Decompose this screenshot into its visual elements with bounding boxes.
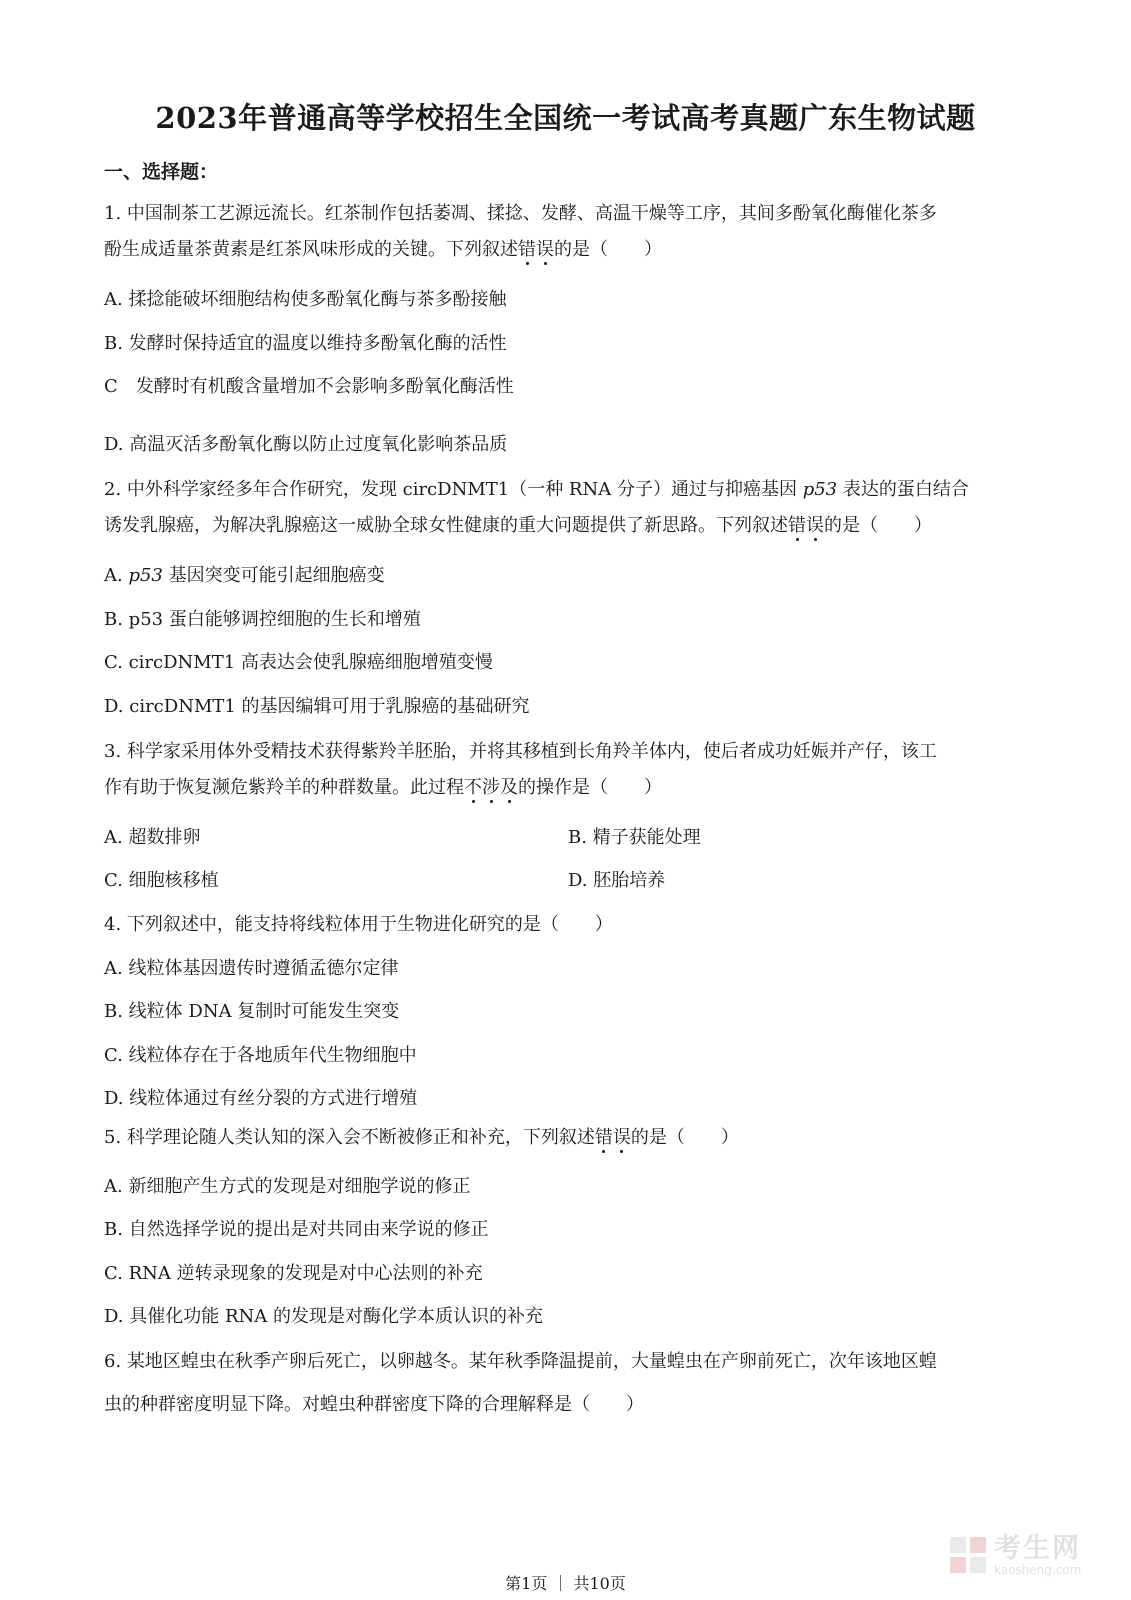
question-2-line-1: 2. 中外科学家经多年合作研究，发现 circDNMT1（一种 RNA 分子）通过与抑癌基因 p53 表达的蛋白结合: [104, 479, 969, 500]
question-4-option-a: A. 线粒体基因遗传时遵循孟德尔定律: [104, 958, 399, 979]
question-6-line-2: 虫的种群密度明显下降。对蝗虫种群密度下降的合理解释是（ ）: [104, 1394, 644, 1415]
kaosheng-logo-icon: [948, 1535, 988, 1575]
emphasis-dot: 不: [464, 777, 482, 798]
question-4-option-d: D. 线粒体通过有丝分裂的方式进行增殖: [104, 1088, 418, 1109]
emphasis-dot: 错: [788, 515, 806, 536]
question-1-line-2: 酚生成适量茶黄素是红茶风味形成的关键。下列叙述错误的是（ ）: [104, 239, 662, 260]
question-2-option-a: A. p53 基因突变可能引起细胞癌变: [104, 565, 385, 586]
emphasis-dot: 误: [612, 1127, 631, 1148]
question-5-line-1: 5. 科学理论随人类认知的深入会不断被修正和补充，下列叙述错误的是（ ）: [104, 1127, 739, 1148]
question-2-option-d: D. circDNMT1 的基因编辑可用于乳腺癌的基础研究: [104, 696, 530, 717]
emphasis-dot: 误: [536, 239, 554, 260]
question-1-option-c: C 发酵时有机酸含量增加不会影响多酚氧化酶活性: [104, 376, 514, 397]
question-5-option-c: C. RNA 逆转录现象的发现是对中心法则的补充: [104, 1263, 483, 1284]
emphasis-dot: 错: [594, 1127, 613, 1148]
watermark-text: 考生网: [994, 1532, 1081, 1564]
question-4-line-1: 4. 下列叙述中，能支持将线粒体用于生物进化研究的是（ ）: [104, 914, 613, 935]
question-3-option-d: D. 胚胎培养: [568, 870, 666, 891]
question-4-option-b: B. 线粒体 DNA 复制时可能发生突变: [104, 1001, 400, 1022]
question-1-option-d: D. 高温灭活多酚氧化酶以防止过度氧化影响茶品质: [104, 434, 508, 455]
question-1-option-b: B. 发酵时保持适宜的温度以维持多酚氧化酶的活性: [104, 333, 507, 354]
emphasis-dot: 误: [806, 515, 824, 536]
question-5-option-d: D. 具催化功能 RNA 的发现是对酶化学本质认识的补充: [104, 1306, 543, 1327]
watermark-url: kaosheng.com: [994, 1562, 1082, 1577]
question-3-option-c: C. 细胞核移植: [104, 870, 219, 891]
question-3-line-2: 作有助于恢复濒危紫羚羊的种群数量。此过程不涉及的操作是（ ）: [104, 777, 662, 798]
question-1-option-a: A. 揉捻能破坏细胞结构使多酚氧化酶与茶多酚接触: [104, 289, 507, 310]
section-heading: 一、选择题：: [104, 161, 219, 183]
question-5-option-b: B. 自然选择学说的提出是对共同由来学说的修正: [104, 1219, 489, 1240]
question-3-line-1: 3. 科学家采用体外受精技术获得紫羚羊胚胎，并将其移植到长角羚羊体内，使后者成功妊娠并产仔，该工: [104, 741, 937, 762]
question-2-option-c: C. circDNMT1 高表达会使乳腺癌细胞增殖变慢: [104, 652, 493, 673]
question-3-option-b: B. 精子获能处理: [568, 827, 701, 848]
emphasis-dot: 涉: [482, 777, 500, 798]
question-2-line-2: 诱发乳腺癌，为解决乳腺癌这一威胁全球女性健康的重大问题提供了新思路。下列叙述错误的是（ ）: [104, 515, 932, 536]
question-4-option-c: C. 线粒体存在于各地质年代生物细胞中: [104, 1045, 417, 1066]
question-3-option-a: A. 超数排卵: [104, 827, 201, 848]
question-5-option-a: A. 新细胞产生方式的发现是对细胞学说的修正: [104, 1176, 471, 1197]
page-title: 2023年普通高等学校招生全国统一考试高考真题广东生物试题: [155, 101, 976, 135]
question-6-line-1: 6. 某地区蝗虫在秋季产卵后死亡，以卵越冬。某年秋季降温提前，大量蝗虫在产卵前死亡，次年该地区蝗: [104, 1351, 937, 1372]
question-1-line-1: 1. 中国制茶工艺源远流长。红茶制作包括萎凋、揉捻、发酵、高温干燥等工序，其间多酚氧化酶催化茶多: [104, 203, 937, 224]
page-footer: 第1页 ｜ 共10页: [505, 1574, 626, 1593]
emphasis-dot: 及: [500, 777, 518, 798]
question-2-option-b: B. p53 蛋白能够调控细胞的生长和增殖: [104, 609, 421, 630]
emphasis-dot: 错: [518, 239, 536, 260]
